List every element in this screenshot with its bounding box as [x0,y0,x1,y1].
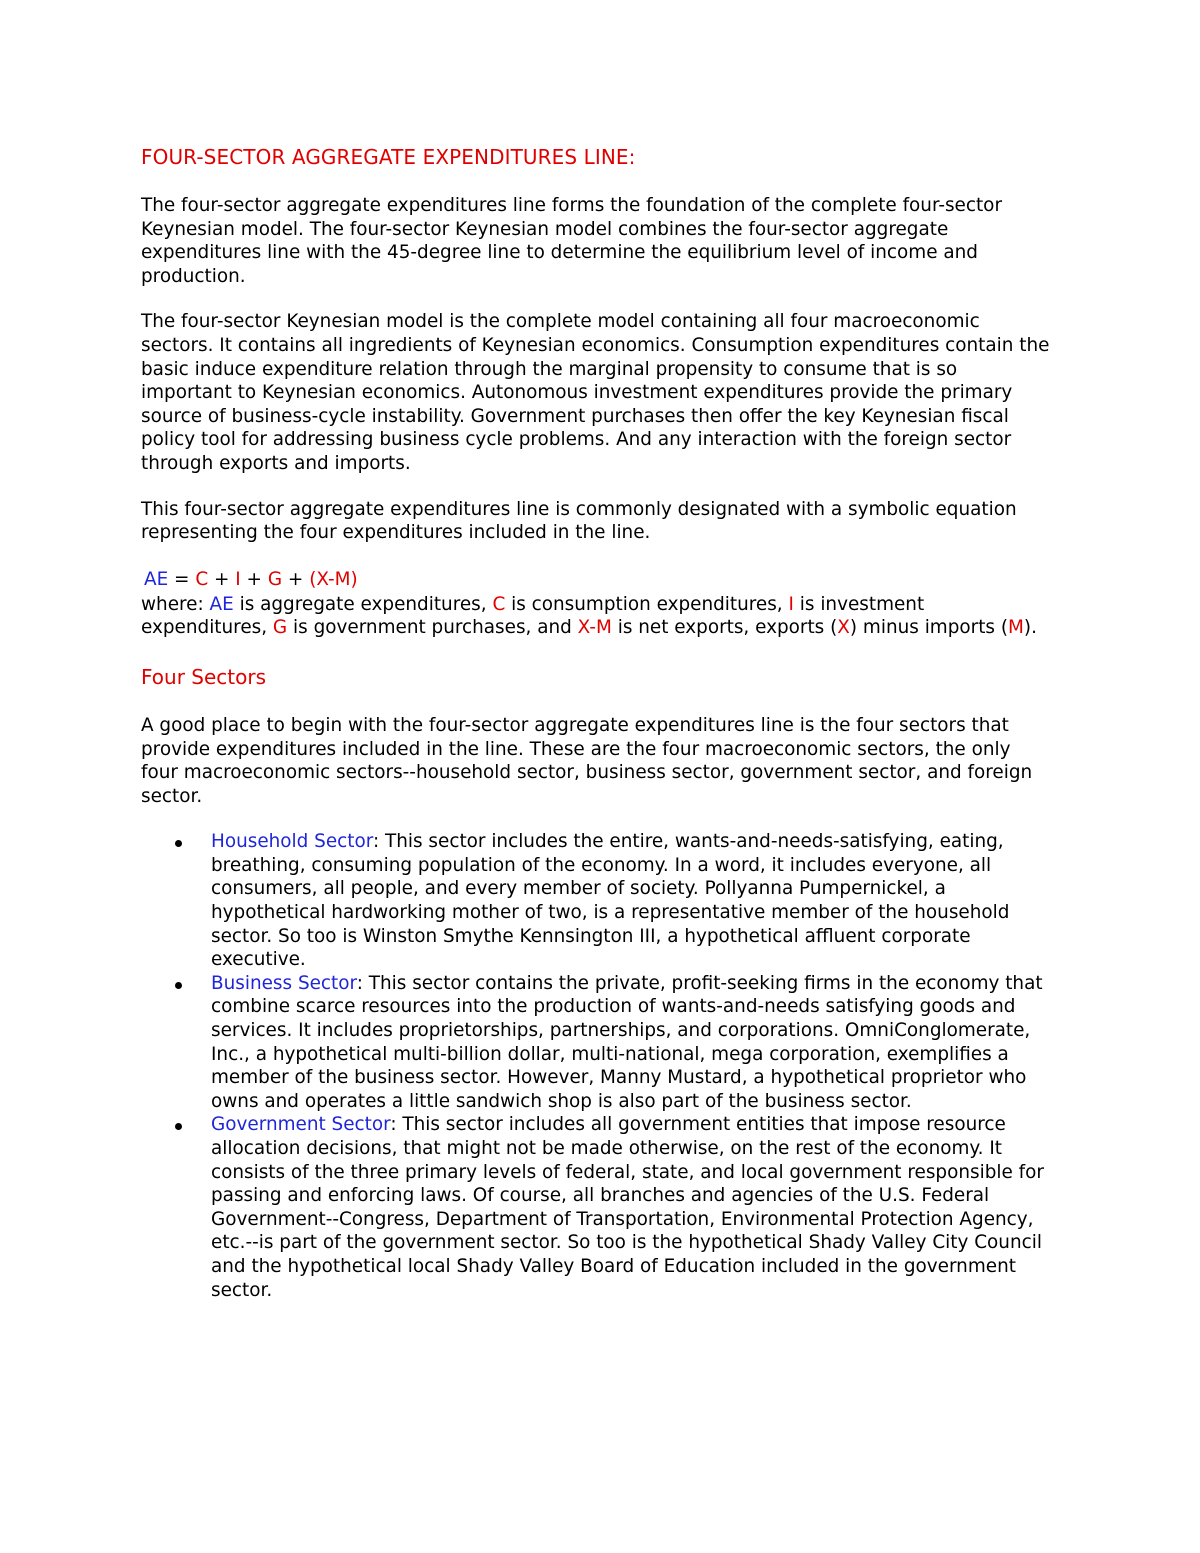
where-m: M [1008,617,1024,639]
section-heading-four-sectors: Four Sectors [141,664,266,689]
sector-text-household: : This sector includes the entire, wants-and-needs-satisfying, eating, breathing, consuming population of the economy. In a word, it includes everyone, all consumers, all people, and every member of society. Pollyanna Pumpernickel, a hypothetical hardworking mother of two, is a representative member of the household sector. So too is Winston Smythe Kennsington III, a hypothetical affluent corporate executive. [211,831,1010,971]
sector-text-business: : This sector contains the private, profit-seeking firms in the economy that combine scarce resources into the production of wants-and-needs satisfying goods and services. It includes proprietorships, partnerships, and corporations. OmniConglomerate, Inc., a hypothetical multi-billion dollar, multi-national, mega corporation, exemplifies a member of the business sector. However, Manny Mustard, a hypothetical proprietor who owns and operates a little sandwich shop is also part of the business sector. [211,972,1043,1112]
list-item-government [141,1113,1051,1302]
sector-text-government: : This sector includes all government entities that impose resource allocation decisions, that might not be made otherwise, on the rest of the economy. It consists of the three primary levels of federal, state, and local government responsible for passing and enforcing laws. Of course, all branches and agencies of the U.S. Federal Government--Congress, Department of Transportation, Environmental Protection Agency, etc.--is part of the government sector. So too is the hypothetical Shady Valley City Council and the hypothetical local Shady Valley Board of Education included in the government sector. [211,1114,1044,1301]
eq-plus-2: + [240,568,268,590]
sector-list [141,830,1051,1302]
document-page [141,142,1051,1302]
bullet-icon [175,982,182,989]
bullet-icon [175,840,182,847]
where-lead: where: [141,593,210,615]
eq-plus-1: + [208,568,236,590]
where-text: ) minus imports ( [849,617,1009,639]
eq-i: I [235,568,241,590]
list-item-business [141,972,1051,1114]
sector-name-household: Household Sector [211,831,373,853]
where-c: C [492,593,506,615]
where-i: I [788,593,794,615]
sector-name-business: Business Sector [211,972,357,994]
paragraph-equation-intro: This four-sector aggregate expenditures line is commonly designated with a symbolic equation representing the four expenditures included in the line. [141,498,1017,544]
sector-name-government: Government Sector [211,1114,391,1136]
eq-c: C [195,568,209,590]
where-ae: AE [209,593,234,615]
where-text: is consumption expenditures, [505,593,789,615]
equation-definitions [141,593,1051,640]
where-text: is net exports, exports ( [611,617,838,639]
eq-equals: = [168,568,196,590]
eq-xm: (X-M) [309,568,358,590]
eq-plus-3: + [282,568,310,590]
where-text: is aggregate expenditures, [233,593,493,615]
paragraph-intro: The four-sector aggregate expenditures line forms the foundation of the complete four-sector Keynesian model. The four-sector Keynesian model combines the four-sector aggregate expenditures line with the 45-degree line to determine the equilibrium level of income and production. [141,195,1002,287]
where-xm: X-M [577,617,612,639]
bullet-icon [175,1123,182,1130]
where-g: G [272,617,288,639]
where-text: is investment expenditures, [141,593,925,639]
where-text: is government purchases, and [287,617,578,639]
paragraph-model: The four-sector Keynesian model is the complete model containing all four macroeconomic sectors. It contains all ingredients of Keynesian economics. Consumption expenditures contain the basic induce expenditure relation through the marginal propensity to consume that is so important to Keynesian economics. Autonomous investment expenditures provide the primary source of business-cycle instability. Government purchases then offer the key Keynesian fiscal policy tool for addressing business cycle problems. And any interaction with the foreign sector through exports and imports. [141,311,1050,474]
ae-equation [144,567,1051,593]
eq-ae: AE [144,568,169,590]
list-item-household [141,830,1051,972]
where-x: X [837,617,850,639]
document-title: FOUR-SECTOR AGGREGATE EXPENDITURES LINE: [141,145,636,169]
eq-g: G [267,568,283,590]
paragraph-sectors-intro: A good place to begin with the four-sector aggregate expenditures line is the four sectors that provide expenditures included in the line. These are the four macroeconomic sectors, the only four macroeconomic sectors--household sector, business sector, government sector, and foreign sector. [141,714,1033,807]
where-text: ). [1023,617,1037,639]
